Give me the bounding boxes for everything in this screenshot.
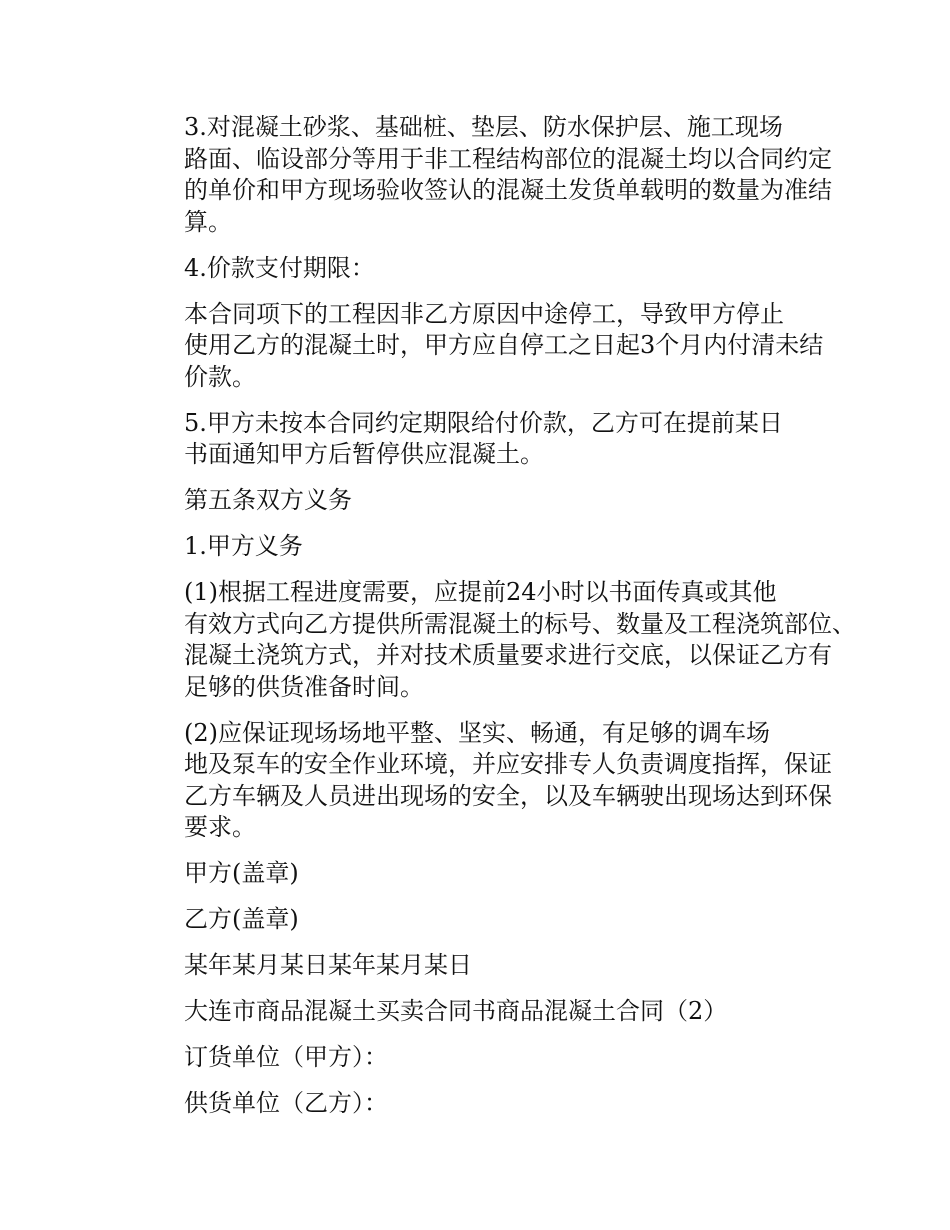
paragraph-settlement-clause-3 [140, 112, 832, 238]
text-line: 要求。 [184, 813, 256, 841]
text-line: 乙方(盖章) [184, 905, 299, 933]
text-line: 订货单位（甲方）： [184, 1043, 388, 1071]
text-line: 乙方车辆及人员进出现场的安全，以及车辆驶出现场达到环保 [184, 781, 832, 810]
text-line: 足够的供货准备时间。 [184, 672, 424, 701]
text-line: 某年某月某日某年某月某日 [184, 951, 472, 979]
subheading-party-a-obligations [140, 531, 812, 563]
text-line: 5.甲方未按本合同约定期限给付价款，乙方可在提前某日 [184, 408, 783, 437]
text-line: 大连市商品混凝土买卖合同书商品混凝土合同（2） [184, 997, 728, 1025]
text-line: 价款。 [184, 362, 256, 391]
signature-party-a [140, 858, 812, 890]
text-line: (1)根据工程进度需要，应提前24小时以书面传真或其他 [184, 578, 777, 606]
section-heading-article-5 [140, 485, 812, 517]
text-line: 本合同项下的工程因非乙方原因中途停工，导致甲方停止 [184, 299, 784, 328]
signature-party-b [140, 904, 812, 936]
document-body [140, 112, 856, 1134]
text-line: 第五条双方义务 [184, 486, 352, 514]
text-line: 有效方式向乙方提供所需混凝土的标号、数量及工程浇筑部位、 [184, 609, 856, 638]
contract-title-2 [140, 996, 812, 1028]
text-line: 算。 [184, 207, 232, 236]
text-line: 3.对混凝土砂浆、基础桩、垫层、防水保护层、施工现场 [184, 113, 783, 141]
text-line: 4.价款支付期限： [184, 253, 375, 282]
text-line: 甲方(盖章) [184, 859, 299, 887]
field-supplying-party [140, 1088, 812, 1120]
paragraph-obligation-2 [140, 718, 832, 844]
field-ordering-party [140, 1042, 812, 1074]
text-line: 书面通知甲方后暂停供应混凝土。 [184, 440, 544, 468]
text-line: 1.甲方义务 [184, 532, 303, 560]
text-line: 的单价和甲方现场验收签认的混凝土发货单载明的数量为准结 [184, 176, 832, 204]
paragraph-work-stoppage [140, 299, 824, 394]
text-line: 供货单位（乙方）： [184, 1089, 388, 1117]
text-line: 路面、临设部分等用于非工程结构部位的混凝土均以合同约定 [184, 144, 832, 173]
paragraph-late-payment-clause-5 [140, 408, 812, 471]
text-line: 使用乙方的混凝土时，甲方应自停工之日起3个月内付清未结 [184, 331, 824, 359]
paragraph-payment-term-heading [140, 253, 812, 285]
paragraph-obligation-1 [140, 577, 856, 703]
text-line: (2)应保证现场场地平整、坚实、畅通，有足够的调车场 [184, 718, 770, 747]
signature-dates [140, 950, 812, 982]
text-line: 地及泵车的安全作业环境，并应安排专人负责调度指挥，保证 [184, 750, 832, 778]
text-line: 混凝土浇筑方式，并对技术质量要求进行交底，以保证乙方有 [184, 641, 832, 669]
